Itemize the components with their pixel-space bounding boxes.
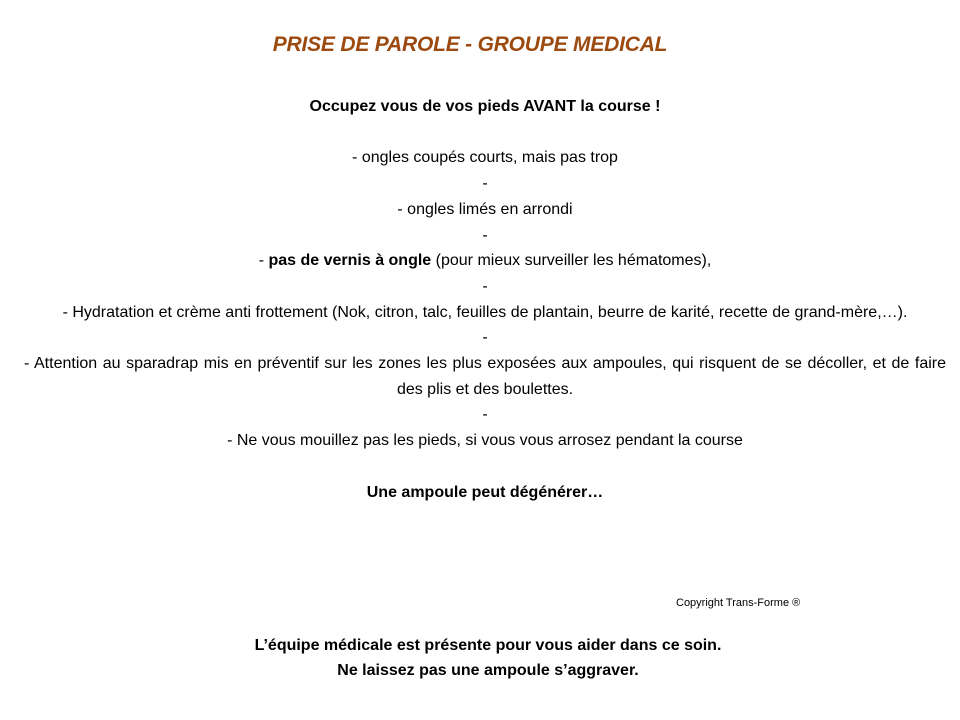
copyright-notice: Copyright Trans-Forme ® [676, 597, 801, 609]
item-no-polish-bold: pas de vernis à ongle [268, 252, 432, 270]
page-title: PRISE DE PAROLE - GROUPE MEDICAL [272, 33, 668, 56]
separator: - [482, 329, 488, 347]
item-hydration: - Hydratation et crème anti frottement (Nok, citron, talc, feuilles de plantain, beurre de karité, recette de grand-mère,…). [62, 303, 908, 321]
spacer [24, 454, 946, 480]
footer-message [0, 633, 960, 683]
item-no-polish-rest: (pour mieux surveiller les hématomes), [431, 252, 712, 270]
warning-text: Une ampoule peut dégénérer… [366, 483, 604, 501]
item-no-polish-prefix: - [258, 252, 269, 270]
item-nails-cut: - ongles coupés courts, mais pas trop [352, 149, 618, 167]
item-tape: - Attention au sparadrap mis en préventif sur les zones les plus exposées aux ampoules, qui risquent de se décoller, et de faire des plis et des boulettes. [24, 355, 946, 398]
separator: - [482, 175, 488, 193]
intro-heading: Occupez vous de vos pieds AVANT la course ! [309, 98, 661, 115]
separator: - [482, 226, 488, 244]
separator: - [482, 277, 488, 295]
spacer [24, 120, 946, 146]
item-nails-filed: - ongles limés en arrondi [397, 200, 573, 218]
advice-content [24, 94, 946, 505]
footer-line-2: Ne laissez pas une ampoule s’aggraver. [337, 662, 639, 679]
item-no-polish [24, 248, 946, 274]
item-wet-feet: - Ne vous mouillez pas les pieds, si vous vous arrosez pendant la course [227, 432, 743, 450]
footer-line-1: L’équipe médicale est présente pour vous aider dans ce soin. [254, 637, 722, 654]
separator: - [482, 406, 488, 424]
